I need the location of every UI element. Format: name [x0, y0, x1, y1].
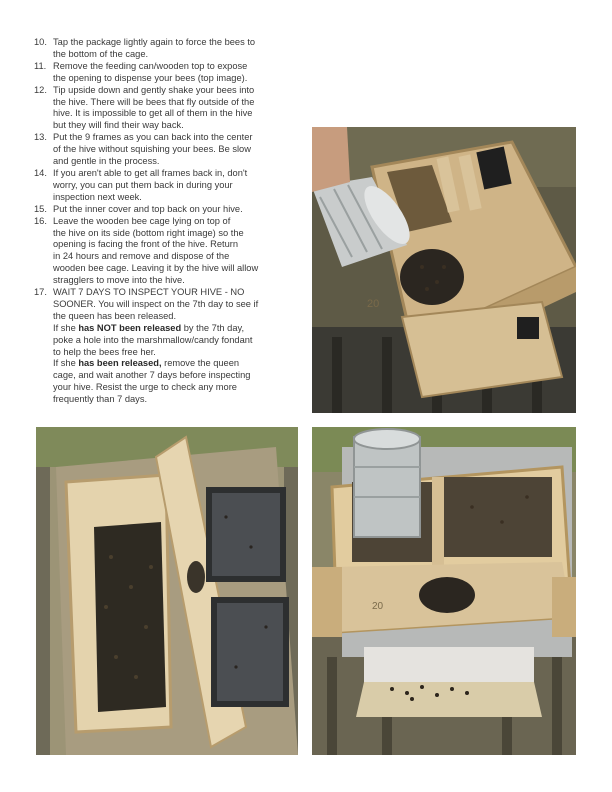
step-number: 10.: [34, 37, 47, 47]
step-17: [34, 287, 302, 406]
step-text-line: of the hive without squishing your bees. Be slow: [53, 144, 251, 155]
step-16: [34, 216, 302, 287]
step-14: [34, 168, 302, 204]
step-text-line: but they will find their way back.: [53, 120, 184, 131]
step-number: 13.: [34, 132, 47, 143]
cage-on-hive-photo: [312, 427, 576, 755]
step-text-line: opening is facing the front of the hive. Return: [53, 239, 239, 250]
step-text-line: Put the inner cover and top back on your hive.: [53, 203, 243, 214]
step-text-line: Tap the package lightly again to force the bees to: [53, 37, 256, 47]
step-number: 14.: [34, 167, 47, 178]
step-text-line: Leave the wooden bee cage lying on top of: [53, 215, 231, 226]
step-number: 11.: [34, 60, 47, 71]
step-text-line: stragglers to move into the hive.: [53, 275, 185, 286]
step-15: [34, 204, 302, 216]
step-text-line: in 24 hours and remove and dispose of the: [53, 251, 230, 262]
bee-package-opening-photo: [312, 127, 576, 413]
step-text-line: Remove the feeding can/wooden top to expose: [53, 60, 248, 71]
step-number: 16.: [34, 215, 47, 226]
bees-in-hive-photo: [36, 427, 298, 755]
step-11: [34, 61, 302, 85]
step-text-line: the bottom of the cage.: [53, 48, 149, 59]
step-number: 12.: [34, 84, 47, 95]
step-number: 15.: [34, 203, 47, 214]
step-text-line: wooden bee cage. Leaving it by the hive will allow: [53, 263, 259, 274]
step-12: [34, 85, 302, 133]
step-text-line: to help the bees free her.: [53, 346, 156, 357]
step-text-line: WAIT 7 DAYS TO INSPECT YOUR HIVE - NO: [53, 287, 245, 298]
step-text-line: worry, you can put them back in during your: [53, 179, 233, 190]
step-text-line: If you aren't able to get all frames back in, don't: [53, 167, 248, 178]
step-10: [34, 37, 302, 61]
svg-text:20: 20: [372, 601, 384, 612]
step-text-line: hive. It is impossible to get all of them in the hive: [53, 108, 253, 119]
step-text-line: SOONER. You will inspect on the 7th day to see if: [53, 298, 259, 309]
step-text-line: Put the 9 frames as you can back into the center: [53, 132, 253, 143]
step-text-line: the hive on its side (bottom right image) so the: [53, 227, 244, 238]
step-text-line: inspection next week.: [53, 191, 142, 202]
step-text-line: your hive. Resist the urge to check any more: [53, 382, 237, 393]
step-text-line: Tip upside down and gently shake your bees into: [53, 84, 255, 95]
step-text-line: frequently than 7 days.: [53, 394, 148, 405]
queen-not-released-line: If she has NOT been released by the 7th day,: [53, 322, 245, 333]
step-text-line: the queen has been released.: [53, 310, 177, 321]
step-text-line: poke a hole into the marshmallow/candy fondant: [53, 334, 253, 345]
step-text-line: and gentle in the process.: [53, 156, 160, 167]
step-text-line: the opening to dispense your bees (top image).: [53, 72, 248, 83]
step-text-line: cage, and wait another 7 days before inspecting: [53, 370, 251, 381]
step-number: 17.: [34, 287, 47, 298]
queen-released-line: If she has been released, remove the queen: [53, 358, 240, 369]
step-text-line: the hive. There will be bees that fly outside of the: [53, 96, 255, 107]
svg-text:20: 20: [367, 298, 380, 310]
instruction-list: [34, 37, 302, 406]
step-13: [34, 132, 302, 168]
